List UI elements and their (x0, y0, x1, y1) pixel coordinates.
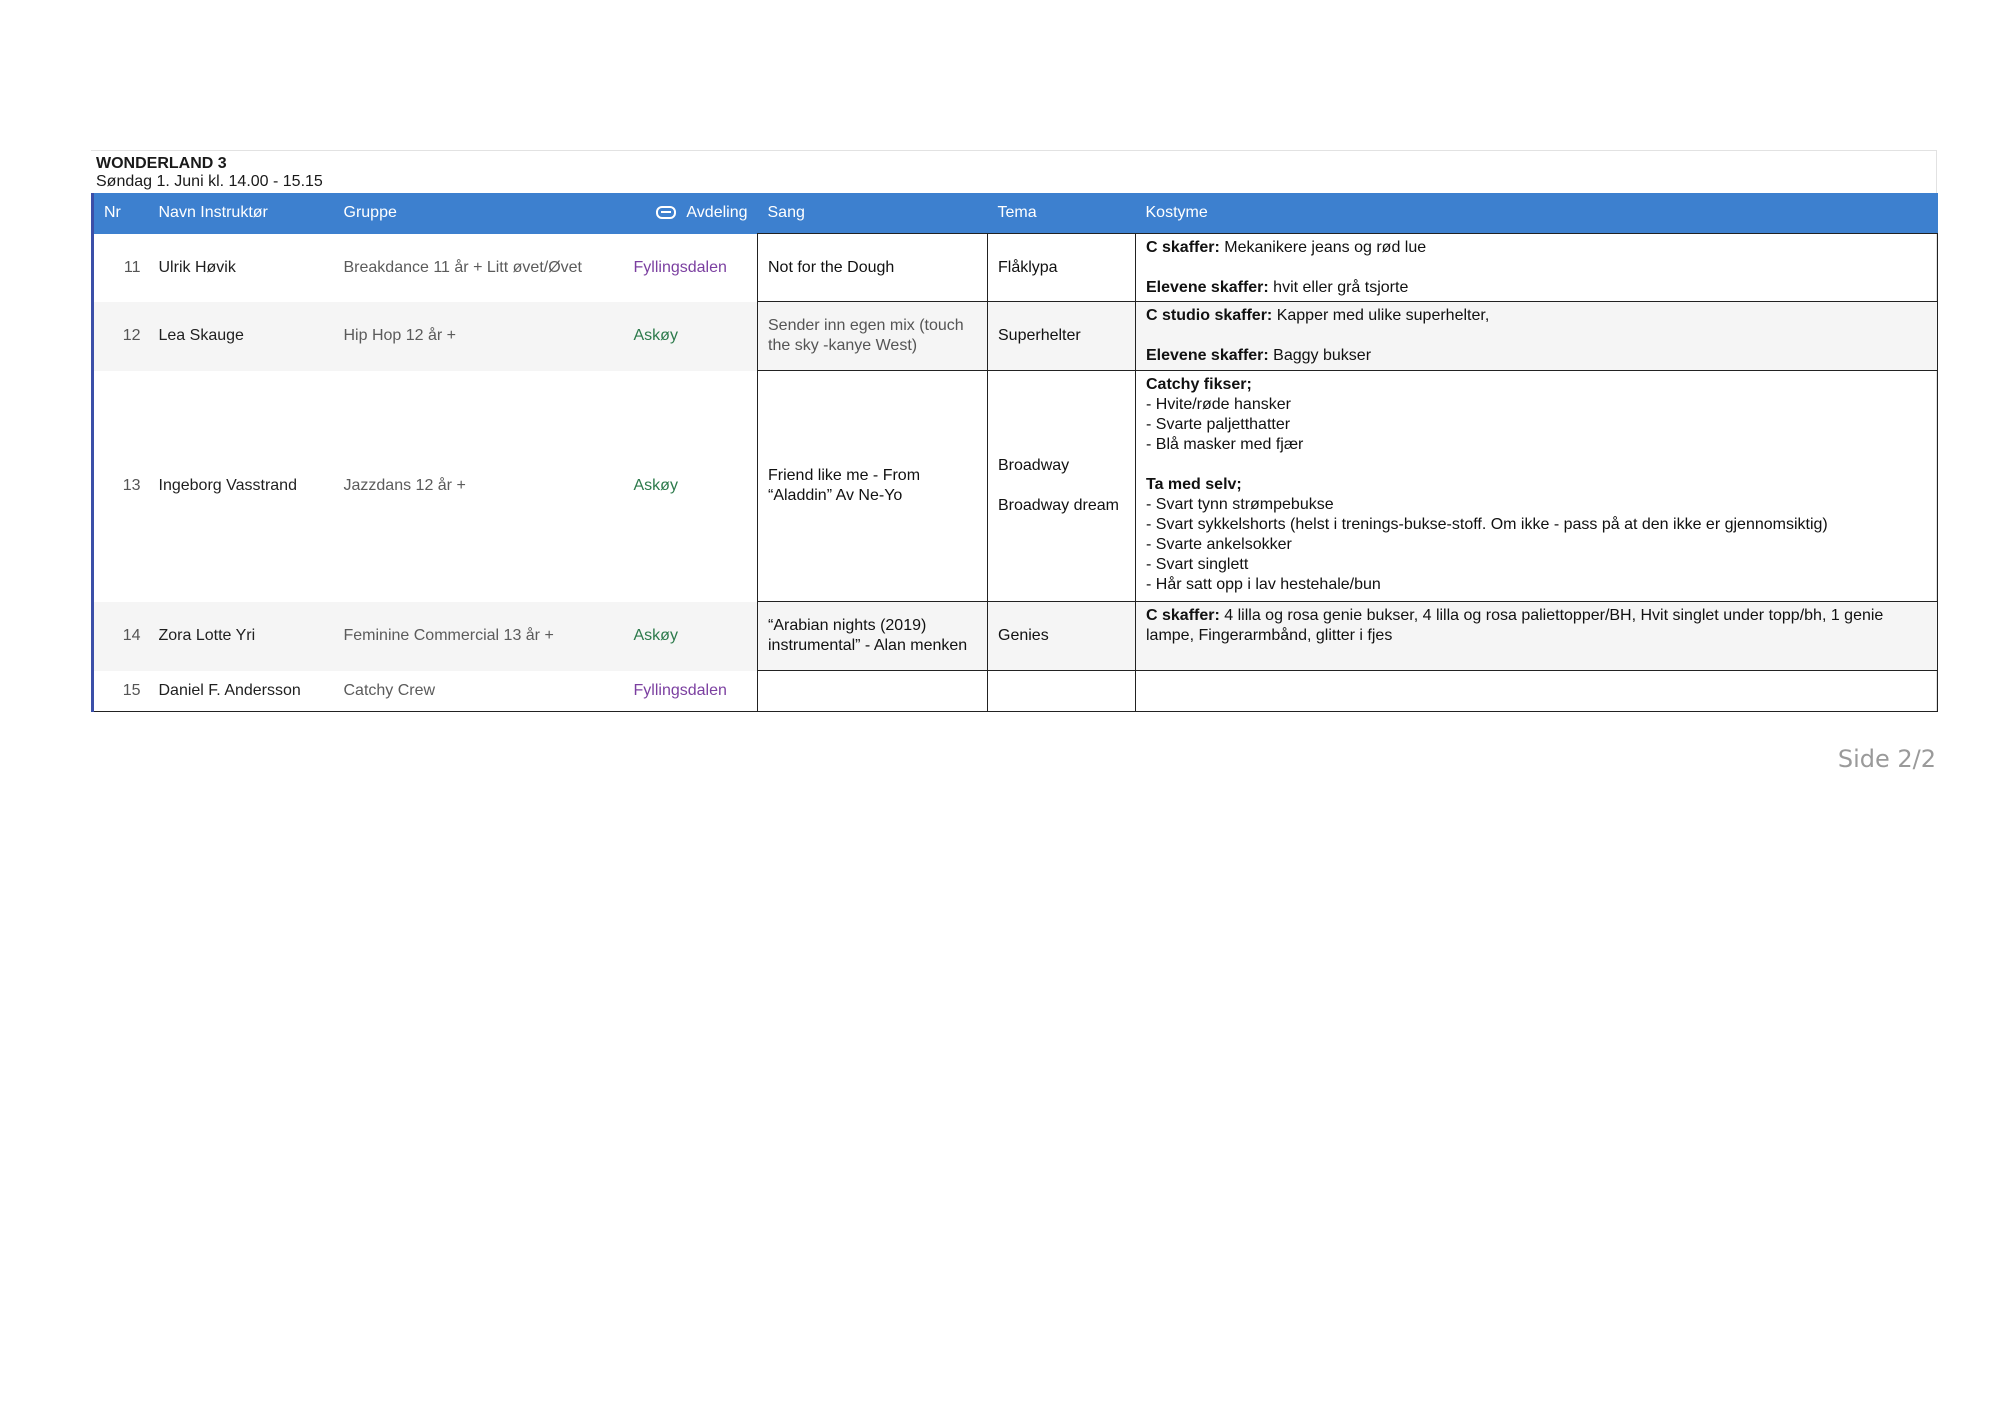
costume-line: Elevene skaffer: Baggy bukser (1146, 347, 1372, 364)
theme-line (998, 476, 1125, 496)
row-group: Catchy Crew (334, 671, 624, 712)
row-song: Not for the Dough (758, 234, 988, 302)
costume-line: - Svart tynn strømpebukse (1146, 496, 1334, 513)
row-name: Zora Lotte Yri (149, 602, 334, 671)
row-group: Feminine Commercial 13 år + (334, 602, 624, 671)
row-dept: Askøy (624, 302, 758, 371)
costume-line: C studio skaffer: Kapper med ulike superhelter, (1146, 307, 1490, 324)
header-theme: Tema (988, 193, 1136, 234)
costume-line (1146, 258, 1927, 278)
costume-line (1146, 375, 1927, 395)
row-dept: Fyllingsdalen (633, 258, 727, 276)
row-theme (988, 602, 1136, 671)
costume-label: C skaffer: (1146, 607, 1220, 624)
row-costume (1136, 602, 1938, 671)
table-row (93, 371, 1938, 602)
theme-line: Broadway dream (998, 497, 1119, 514)
row-theme (988, 371, 1136, 602)
costume-line (1146, 326, 1927, 346)
row-nr: 14 (93, 602, 149, 671)
row-name: Ulrik Høvik (158, 258, 236, 276)
costume-line: C skaffer: Mekanikere jeans og rød lue (1146, 239, 1427, 256)
row-nr: 11 (123, 258, 141, 276)
row-name: Daniel F. Andersson (149, 671, 334, 712)
theme-line (998, 681, 1125, 701)
row-theme (988, 302, 1136, 371)
costume-line: Elevene skaffer: hvit eller grå tsjorte (1146, 279, 1409, 296)
title-block (91, 151, 1936, 193)
header-dept (624, 193, 758, 234)
table-body (93, 234, 1938, 712)
row-dept: Fyllingsdalen (624, 671, 758, 712)
page-number: Side 2/2 (1837, 745, 1936, 773)
row-theme (988, 671, 1136, 712)
header-name: Navn Instruktør (149, 193, 334, 234)
row-group: Breakdance 11 år + Litt øvet/Øvet (343, 258, 582, 276)
row-nr: 12 (93, 302, 149, 371)
link-icon (656, 206, 676, 219)
theme-line: Superhelter (998, 327, 1081, 344)
row-name: Lea Skauge (149, 302, 334, 371)
row-costume (1136, 302, 1938, 371)
costume-line (1146, 455, 1927, 475)
row-name: Ingeborg Vasstrand (158, 477, 297, 494)
row-song: Friend like me - From “Aladdin” Av Ne-Yo (758, 371, 988, 602)
costume-line: C skaffer: 4 lilla og rosa genie bukser, 4 lilla og rosa paliettopper/BH, Hvit singlet under topp/bh, 1 genie lampe, Fingerarmbånd, glitter i fjes (1146, 607, 1884, 644)
theme-line: Broadway (998, 457, 1070, 474)
costume-label: Elevene skaffer: (1146, 347, 1269, 364)
row-dept: Askøy (624, 602, 758, 671)
row-costume (1136, 371, 1938, 602)
costume-label: C skaffer: (1146, 239, 1220, 256)
costume-line: - Hvite/røde hansker (1146, 396, 1291, 413)
table-row (93, 602, 1938, 671)
row-theme (988, 234, 1136, 302)
costume-line: - Blå masker med fjær (1146, 436, 1304, 453)
row-song: Sender inn egen mix (touch the sky -kanye West) (758, 302, 988, 371)
table-row (93, 234, 1938, 302)
schedule-table (91, 193, 1938, 712)
row-costume (1136, 234, 1938, 302)
costume-label: Catchy fikser; (1146, 376, 1252, 393)
row-dept: Askøy (633, 477, 678, 494)
row-song: “Arabian nights (2019) instrumental” - Alan menken (758, 602, 988, 671)
costume-line: - Svart singlett (1146, 556, 1249, 573)
row-group: Jazzdans 12 år + (343, 477, 466, 494)
costume-line: - Svarte paljetthatter (1146, 416, 1291, 433)
row-group: Hip Hop 12 år + (334, 302, 624, 371)
row-nr: 15 (93, 671, 149, 712)
costume-label: C studio skaffer: (1146, 307, 1273, 324)
document-subtitle: Søndag 1. Juni kl. 14.00 - 15.15 (96, 173, 323, 190)
costume-line (1146, 475, 1927, 495)
costume-line: - Svarte ankelsokker (1146, 536, 1292, 553)
header-dept-label: Avdeling (686, 204, 748, 222)
costume-line: - Hår satt opp i lav hestehale/bun (1146, 576, 1381, 593)
header-costume: Kostyme (1136, 193, 1938, 234)
header-row (93, 193, 1938, 234)
schedule-sheet (91, 150, 1937, 712)
costume-label: Elevene skaffer: (1146, 279, 1269, 296)
row-nr: 13 (122, 477, 141, 494)
header-group: Gruppe (334, 193, 624, 234)
row-costume (1136, 671, 1938, 712)
row-song (758, 671, 988, 712)
header-nr: Nr (93, 193, 149, 234)
table-row (93, 671, 1938, 712)
costume-line: - Svart sykkelshorts (helst i trenings-bukse-stoff. Om ikke - pass på at den ikke er gjennomsiktig) (1146, 516, 1828, 533)
costume-label: Ta med selv; (1146, 476, 1242, 493)
document-title: WONDERLAND 3 (96, 155, 227, 172)
table-row (93, 302, 1938, 371)
theme-line: Genies (998, 627, 1049, 644)
header-song: Sang (758, 193, 988, 234)
theme-line: Flåklypa (998, 258, 1058, 276)
